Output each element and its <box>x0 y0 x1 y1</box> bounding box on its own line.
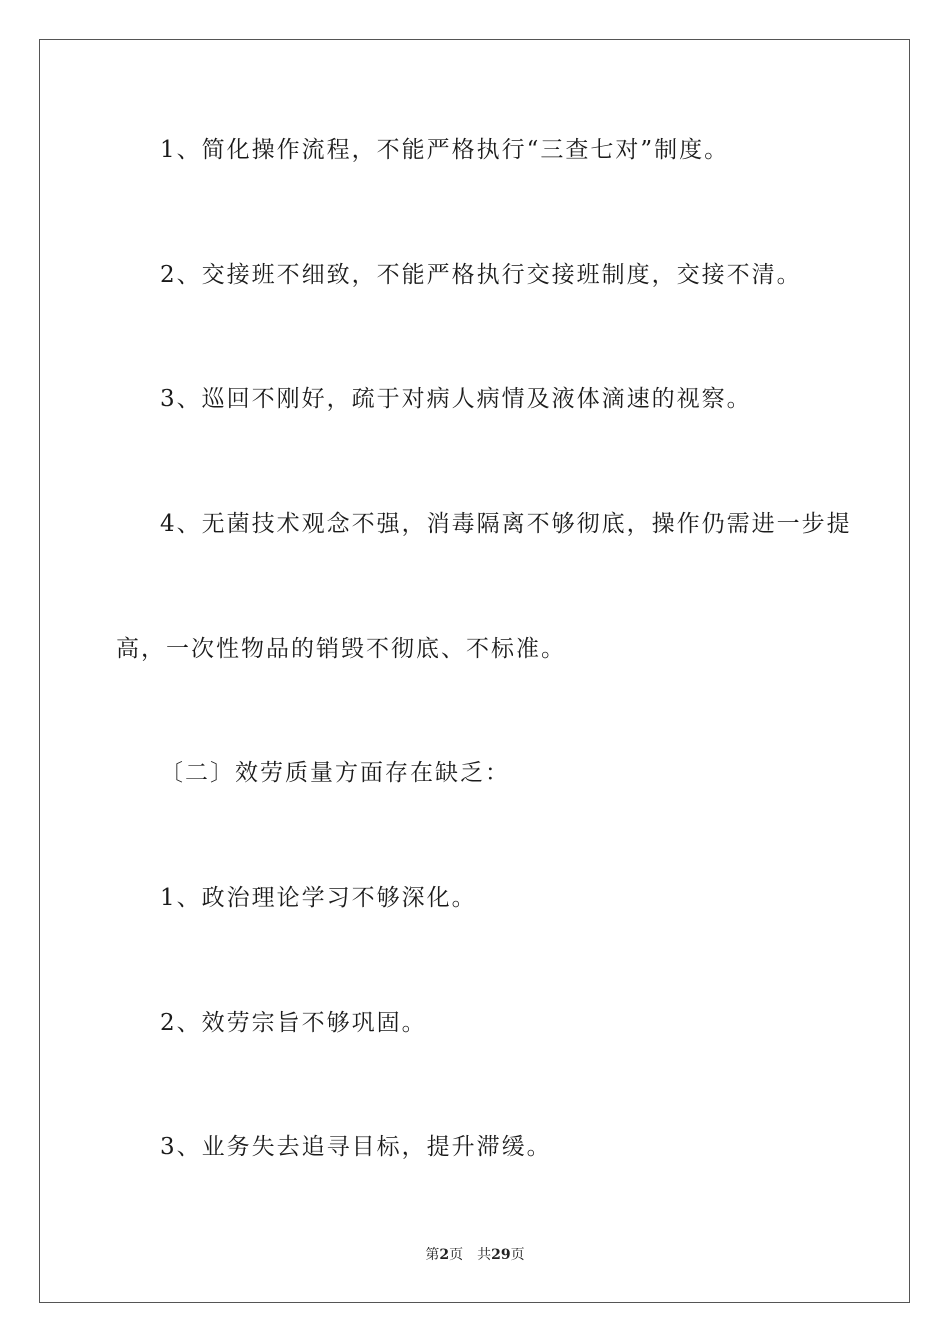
page-footer <box>0 1246 950 1264</box>
page-number: 2 <box>439 1247 450 1263</box>
paragraph-item-4-line-2: 高，一次性物品的销毁不彻底、不标准。 <box>116 636 566 662</box>
section-heading-service-quality: 〔二〕效劳质量方面存在缺乏： <box>160 760 510 786</box>
total-pages: 29 <box>491 1247 511 1263</box>
paragraph-item-2: 2、交接班不细致，不能严格执行交接班制度，交接不清。 <box>160 262 802 288</box>
paragraph-service-item-2: 2、效劳宗旨不够巩固。 <box>160 1010 427 1036</box>
paragraph-service-item-1: 1、政治理论学习不够深化。 <box>160 885 477 911</box>
page-suffix: 页 <box>449 1247 464 1263</box>
total-suffix: 页 <box>510 1247 525 1263</box>
paragraph-item-3: 3、巡回不刚好，疏于对病人病情及液体滴速的视察。 <box>160 386 752 412</box>
total-prefix: 共 <box>477 1247 492 1263</box>
page-border <box>39 39 910 1303</box>
paragraph-item-4-line-1: 4、无菌技术观念不强，消毒隔离不够彻底，操作仍需进一步提 <box>160 511 852 537</box>
page-prefix: 第 <box>425 1247 440 1263</box>
paragraph-service-item-3: 3、业务失去追寻目标，提升滞缓。 <box>160 1134 552 1160</box>
paragraph-item-1: 1、简化操作流程，不能严格执行“三查七对”制度。 <box>160 137 730 163</box>
